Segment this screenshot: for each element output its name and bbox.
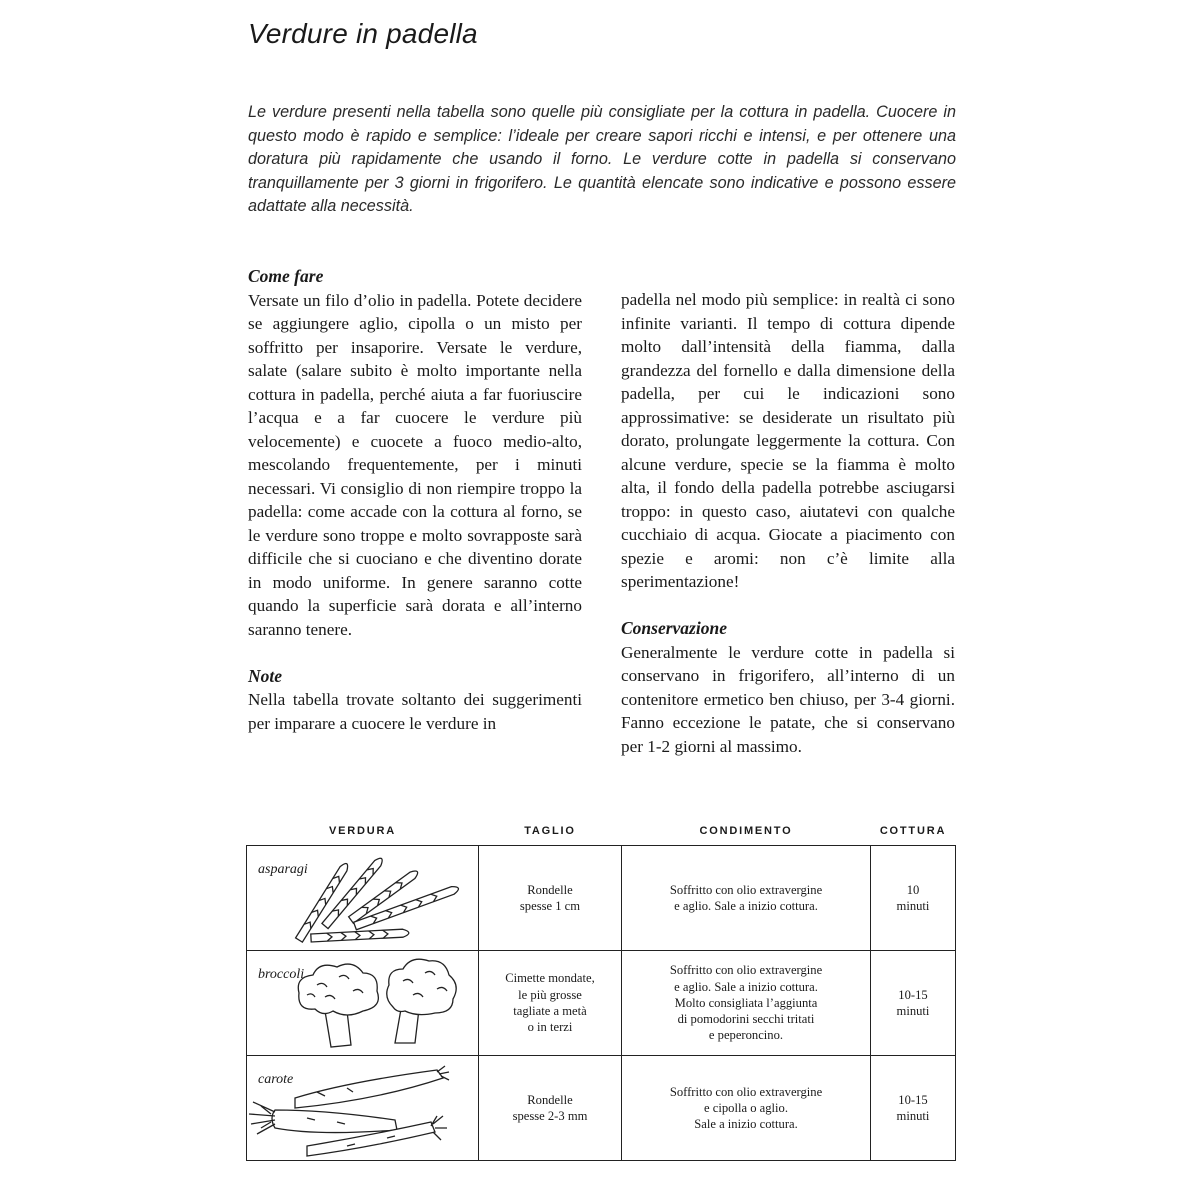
condimento-line: e peperoncino.: [708, 1028, 784, 1043]
condimento-line: Soffritto con olio extravergine: [669, 1084, 823, 1099]
cottura-value: 10-15: [898, 987, 928, 1002]
cell-condimento: [622, 846, 871, 951]
condimento-line: Molto consigliata l’aggiunta: [674, 995, 818, 1010]
cottura-value: 10: [906, 882, 920, 897]
taglio-line: Cimette mondate,: [505, 971, 595, 986]
condimento-line: Soffritto con olio extravergine: [669, 882, 823, 897]
cell-cottura: [871, 1056, 956, 1161]
come-fare-text: Versate un filo d’olio in padella. Potete decidere se aggiungere aglio, cipolla o un misto per soffritto per insaporire. Versate le verdure, salate (salare subito è molto importante nella cottura in padella, perché aiuta a far fuoriuscire l’acqua e a far cuocere le verdure più velocemente) e cuocete a fuoco medio-alto, mescolando frequentemente, per i minuti necessari. Vi consiglio di non riempire troppo la padella: come accade con la cottura al forno, se le verdure sono troppe e molto sovrapposte sarà difficile che si cuociano e che diventino dorate in modo uniforme. In genere saranno cotte quando la superficie sarà dorata e all’interno saranno tenere.: [248, 290, 582, 639]
taglio-line: spesse 2-3 mm: [512, 1109, 588, 1123]
cell-condimento: [622, 1056, 871, 1161]
cell-verdura: [247, 1056, 479, 1161]
table-row: [247, 846, 956, 951]
cell-condimento: [622, 951, 871, 1056]
taglio-line: le più grosse: [518, 987, 582, 1002]
header-condimento: CONDIMENTO: [699, 825, 793, 837]
vegetable-name: carote: [258, 1072, 294, 1087]
cell-verdura: [247, 951, 479, 1056]
heading-note: Note: [248, 665, 283, 686]
taglio-line: o in terzi: [527, 1020, 573, 1035]
cell-cottura: [871, 846, 956, 951]
condimento-line: Soffritto con olio extravergine: [669, 963, 823, 978]
condimento-line: e aglio. Sale a inizio cottura.: [674, 979, 818, 994]
header-verdura: VERDURA: [329, 825, 396, 837]
heading-conservazione: Conservazione: [621, 618, 727, 638]
note-text-start: Nella tabella trovate soltanto dei suggerimenti per imparare a cuocere le verdure in: [248, 690, 582, 733]
vegetable-name: asparagi: [258, 862, 308, 877]
condimento-line: di pomodorini secchi tritati: [677, 1012, 815, 1027]
taglio-line: Rondelle: [527, 882, 573, 897]
cottura-unit: minuti: [896, 899, 930, 913]
cottura-unit: minuti: [896, 1109, 930, 1123]
cell-cottura: [871, 951, 956, 1056]
cottura-unit: minuti: [896, 1004, 930, 1018]
table-row: [247, 1056, 956, 1161]
text-column-right: [621, 288, 955, 758]
note-text-continued: padella nel modo più semplice: in realtà ci sono infinite varianti. Il tempo di cottura dipende molto dall’intensità della fiamma, dalla grandezza del fornello e dalla dimensione della padella, per cui le indicazioni sono approssimative: se desiderate un risultato più dorato, prolungate leggermente la cottura. Con alcune verdure, specie se la fiamma è molto alta, il fondo della padella potrebbe asciugarsi troppo: in questo caso, aiutatevi con qualche cucchiaio di acqua. Giocate a piacimento con spezie e aromi: non c’è limite alla sperimentazione!: [621, 290, 955, 591]
heading-come-fare: Come fare: [248, 266, 324, 286]
taglio-line: Rondelle: [527, 1092, 573, 1107]
condimento-line: Sale a inizio cottura.: [694, 1117, 798, 1132]
taglio-line: spesse 1 cm: [519, 899, 581, 913]
vegetable-name: broccoli: [258, 967, 305, 982]
header-taglio: TAGLIO: [524, 825, 576, 837]
intro-paragraph: Le verdure presenti nella tabella sono quelle più consigliate per la cottura in padella. Cuocere in questo modo è rapido e semplice: l’ideale per creare sapori ricchi e intensi, e per ottenere una doratura più rapidamente che usando il forno. Le verdure cotte in padella si conservano tranquillamente per 3 giorni in frigorifero. Le quantità elencate sono indicative e possono essere adattate alla necessità.: [248, 103, 956, 216]
cell-taglio: [479, 846, 622, 951]
table-row: [247, 951, 956, 1056]
page-title: Verdure in padella: [248, 18, 478, 49]
cell-taglio: [479, 951, 622, 1056]
taglio-line: tagliate a metà: [513, 1004, 587, 1018]
vegetable-table: [246, 817, 956, 1161]
header-cottura: COTTURA: [879, 825, 947, 837]
cottura-value: 10-15: [898, 1092, 928, 1107]
cell-verdura: [247, 846, 479, 951]
text-column-left: [248, 265, 582, 735]
condimento-line: e aglio. Sale a inizio cottura.: [674, 899, 818, 913]
conservazione-text: Generalmente le verdure cotte in padella si conservano in frigorifero, all’interno di un contenitore ermetico ben chiuso, per 3-4 giorni. Fanno eccezione le patate, che si conservano per 1-2 giorni al massimo.: [621, 642, 955, 756]
table-header-row: [247, 817, 956, 846]
cell-taglio: [479, 1056, 622, 1161]
condimento-line: e cipolla o aglio.: [704, 1100, 788, 1115]
